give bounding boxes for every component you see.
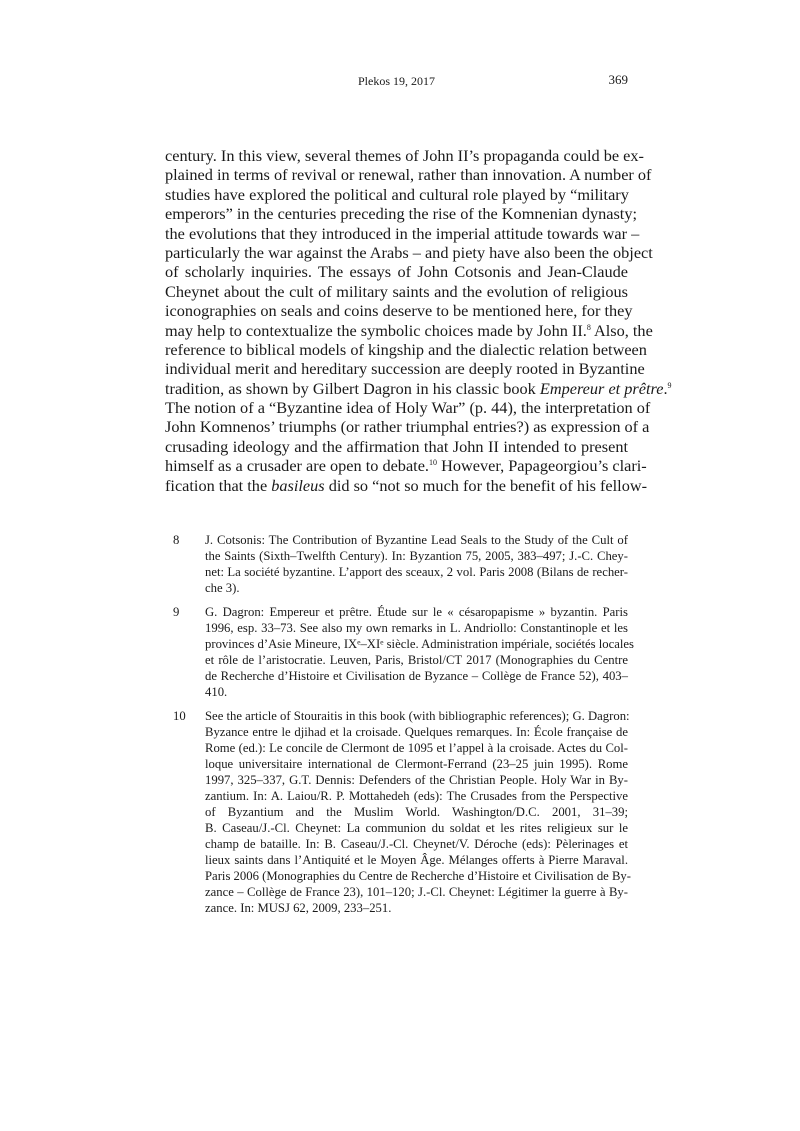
text-line: The notion of a “Byzantine idea of Holy War” (p. 44), the interpretation of [165,398,651,418]
footnote-ref-9[interactable]: 9 [667,380,672,390]
footnote-line: zantium. In: A. Laiou/R. P. Mottahedeh (eds): The Crusades from the Perspective [205,789,628,803]
footnote-line: of Byzantium and the Muslim World. Washington/D.C. 2001, 31–39; [205,805,628,819]
footnote-line: zance – Collège de France 23), 101–120; J.-Cl. Cheynet: Légitimer la guerre à By- [205,885,628,899]
footnote-line: champ de bataille. In: B. Caseau/J.-Cl. Cheynet/V. Déroche (eds): Pèlerinages et [205,837,628,851]
text-line: of scholarly inquiries. The essays of John Cotsonis and Jean-Claude [165,262,628,282]
footnote-line: 410. [205,685,228,699]
footnote-9 [165,604,634,700]
journal-title: Plekos 19, 2017 [357,74,435,88]
footnote-ref-8[interactable]: 8 [586,322,591,332]
greek-term: basileus [271,475,325,495]
footnote-line: provinces d’Asie Mineure, IXᵉ–XIᵉ siècle. Administration impériale, sociétés locales [205,637,634,651]
text-line: particularly the war against the Arabs – and piety have also been the object [165,242,653,262]
footnotes [165,532,634,924]
footnote-line: loque universitaire international de Clermont-Ferrand (23–25 juin 1995). Rome [205,757,628,771]
text-line: John Komnenos’ triumphs (or rather triumphal entries?) as expression of a [165,417,650,437]
footnote-line: See the article of Stouraitis in this book (with bibliographic references); G. Dagron: [205,709,630,723]
footnote-line: zance. In: MUSJ 62, 2009, 233–251. [205,901,392,915]
footnote-number: 8 [173,533,180,547]
footnote-line: Paris 2006 (Monographies du Centre de Recherche d’Histoire et Civilisation de By- [205,869,631,883]
footnote-8 [165,532,628,596]
footnote-line: Rome (ed.): Le concile de Clermont de 1095 et l’appel à la croisade. Actes du Col- [205,741,628,755]
text-line: himself as a crusader are open to debate.$^{10}$ However, Papageorgiou’s clari- [165,456,647,476]
footnote-line: B. Caseau/J.-Cl. Cheynet: La communion du soldat et les rites religieux sur le [205,821,628,835]
text-line: plained in terms of revival or renewal, rather than innovation. A number of [165,165,652,185]
text-line: the evolutions that they introduced in the imperial attitude towards war – [165,223,640,243]
footnote-line: net: La société byzantine. L’apport des sceaux, 2 vol. Paris 2008 (Bilans de recher- [205,565,628,579]
text-line: emperors” in the centuries preceding the rise of the Komnenian dynasty; [165,204,637,224]
text-line: may help to contextualize the symbolic choices made by John II.$^8$ Also, the [165,320,653,340]
text-line: studies have explored the political and cultural role played by “military [165,184,629,204]
footnote-line: 1996, esp. 33–73. See also my own remarks in L. Andriollo: Constantinople et les [205,621,628,635]
running-header [165,72,628,92]
footnote-10 [165,708,631,916]
footnote-line: et rôle de l’aristocratie. Leuven, Paris, Bristol/CT 2017 (Monographies du Centre [205,653,628,667]
text-line: tradition, as shown by Gilbert Dagron in his classic book Empereur et prêtre.$^9$ [165,378,672,398]
footnote-line: che 3). [205,581,240,595]
text-line: crusading ideology and the affirmation that John II intended to present [165,436,628,456]
footnote-line: 1997, 325–337, G.T. Dennis: Defenders of the Christian People. Holy War in By- [205,773,628,787]
footnote-line: lieux saints dans l’Antiquité et le Moyen Âge. Mélanges offerts à Pierre Maraval. [205,853,628,867]
book-title: Empereur et prêtre [539,378,664,398]
text-line: fication that the basileus did so “not so much for the benefit of his fellow- [165,475,648,495]
footnote-line: J. Cotsonis: The Contribution of Byzantine Lead Seals to the Study of the Cult of [205,533,628,547]
text-line: Cheynet about the cult of military saints and the evolution of religious [165,281,628,301]
page-number: 369 [608,72,628,87]
footnote-line: Byzance entre le djihad et la croisade. Quelques remarques. In: École française de [205,725,628,739]
main-text [165,146,672,495]
footnote-ref-10[interactable]: 10 [429,458,437,468]
text-line: individual merit and hereditary succession are deeply rooted in Byzantine [165,359,645,379]
footnote-line: de Recherche d’Histoire et Civilisation de Byzance – Collège de France 52), 403– [205,669,628,683]
footnote-line: G. Dagron: Empereur et prêtre. Étude sur le « césaropapisme » byzantin. Paris [205,605,628,619]
text-line: reference to biblical models of kingship and the dialectic relation between [165,339,647,359]
text-line: iconographies on seals and coins deserve to be mentioned here, for they [165,301,633,321]
footnote-line: the Saints (Sixth–Twelfth Century). In: Byzantion 75, 2005, 383–497; J.-C. Chey- [205,549,628,563]
footnote-number: 9 [173,605,180,619]
text-line: century. In this view, several themes of John II’s propaganda could be ex- [165,146,644,165]
footnote-number: 10 [173,709,186,723]
